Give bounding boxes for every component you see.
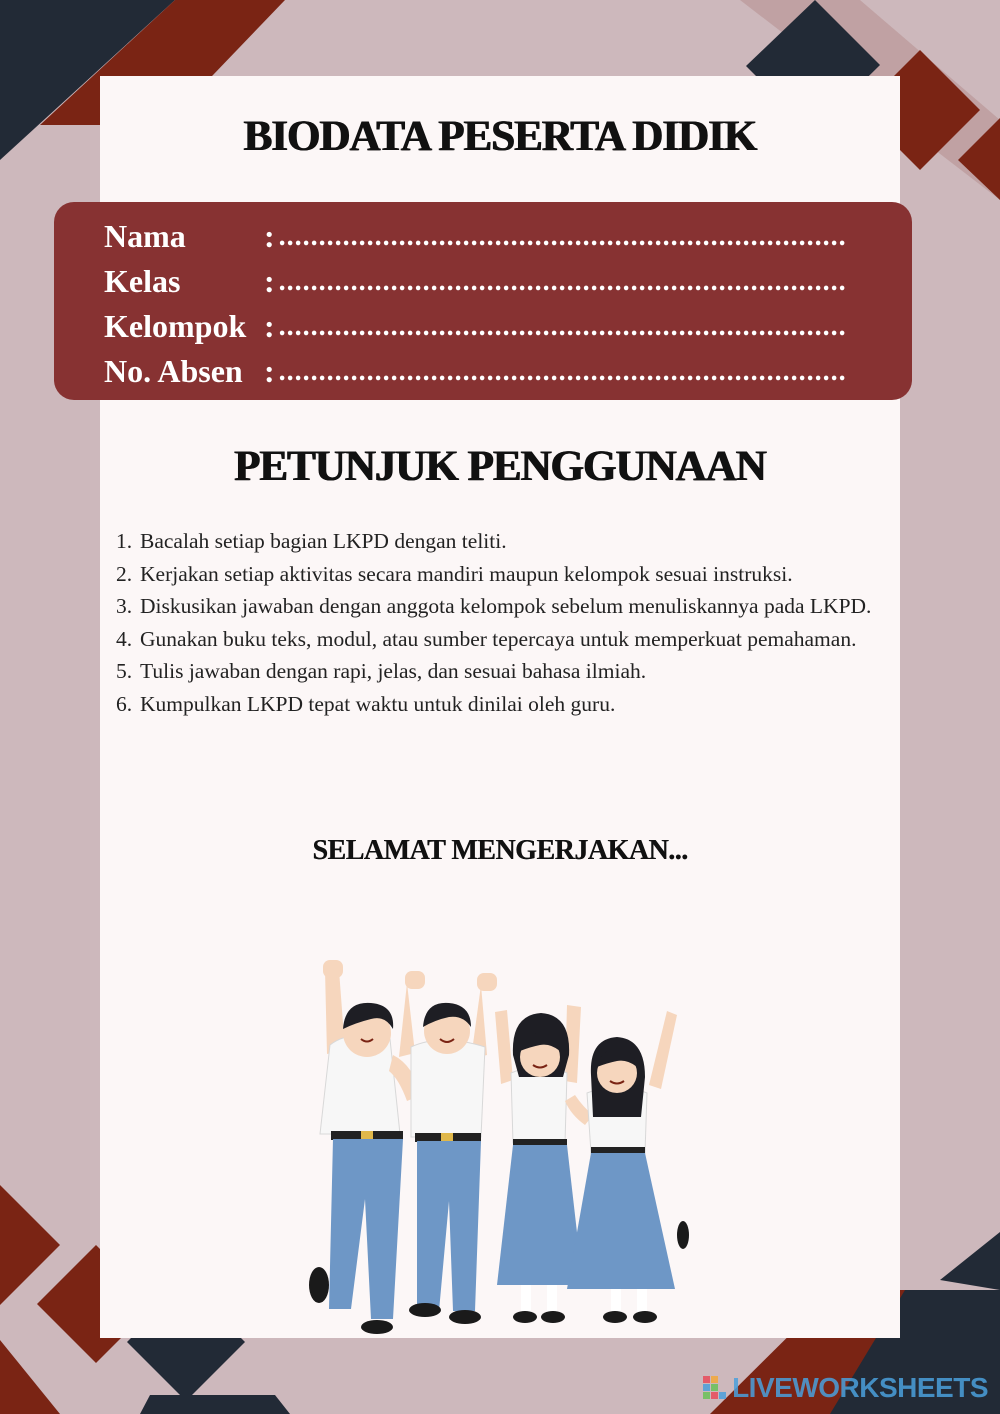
biodata-label: No. Absen	[104, 353, 243, 389]
list-item	[116, 590, 887, 623]
step-text: Kumpulkan LKPD tepat waktu untuk dinilai oleh guru.	[140, 691, 616, 716]
guide-title: PETUNJUK PENGGUNAAN	[234, 443, 766, 490]
girl-student-2	[565, 1011, 689, 1323]
deco-rust-band-bottom-left	[0, 1340, 60, 1414]
list-item	[116, 558, 887, 591]
biodata-blank-kelompok[interactable]: .......................................................................	[278, 310, 847, 342]
list-item	[116, 655, 887, 688]
instruction-list	[116, 525, 887, 720]
biodata-colon: :	[264, 308, 275, 344]
biodata-blank-kelas[interactable]: .......................................................................	[278, 265, 847, 297]
biodata-box	[54, 202, 912, 400]
biodata-row-nama	[104, 214, 884, 259]
list-item	[116, 525, 887, 558]
closing-message: SELAMAT MENGERJAKAN...	[312, 835, 688, 866]
biodata-label: Kelompok	[104, 308, 247, 344]
list-item	[116, 623, 887, 656]
biodata-colon: :	[264, 263, 275, 299]
step-number: 1.	[116, 529, 133, 553]
boy-student-2	[399, 971, 497, 1324]
biodata-blank-no-absen[interactable]: .......................................................................	[278, 355, 847, 387]
step-number: 4.	[116, 626, 133, 651]
step-number: 6.	[116, 691, 133, 716]
biodata-label: Kelas	[104, 263, 181, 299]
deco-navy-strip-bottom-right	[940, 1232, 1000, 1290]
step-text: Tulis jawaban dengan rapi, jelas, dan sesuai bahasa ilmiah.	[140, 659, 647, 683]
biodata-colon: :	[264, 218, 275, 254]
step-text: Kerjakan setiap aktivitas secara mandiri maupun kelompok sesuai instruksi.	[140, 561, 793, 586]
step-text: Gunakan buku teks, modul, atau sumber tepercaya untuk memperkuat pemahaman.	[140, 626, 857, 651]
deco-mauve-diamond-bottom-left-2	[30, 1167, 86, 1223]
students-cheering-illustration	[285, 955, 705, 1345]
biodata-label: Nama	[104, 218, 186, 254]
watermark-text: LIVEWORKSHEETS	[732, 1372, 988, 1403]
step-text: Diskusikan jawaban dengan anggota kelompok sebelum menuliskannya pada LKPD.	[140, 594, 872, 618]
deco-navy-strip-bottom-left	[140, 1395, 290, 1414]
biodata-title: BIODATA PESERTA DIDIK	[243, 113, 757, 160]
biodata-row-kelompok	[104, 304, 884, 349]
list-item	[116, 688, 887, 721]
step-text: Bacalah setiap bagian LKPD dengan teliti.	[140, 529, 507, 553]
step-number: 2.	[116, 561, 133, 586]
biodata-row-no-absen	[104, 349, 884, 394]
biodata-colon: :	[264, 353, 275, 389]
liveworksheets-logo-icon	[702, 1375, 728, 1401]
liveworksheets-watermark	[702, 1372, 988, 1404]
biodata-row-kelas	[104, 259, 884, 304]
step-number: 3.	[116, 594, 133, 618]
deco-mauve-diamond-right-2	[935, 236, 1000, 316]
biodata-blank-nama[interactable]: .......................................................................	[278, 220, 847, 252]
step-number: 5.	[116, 659, 133, 683]
deco-mauve-diamond-bottom-left-1	[0, 1095, 80, 1175]
